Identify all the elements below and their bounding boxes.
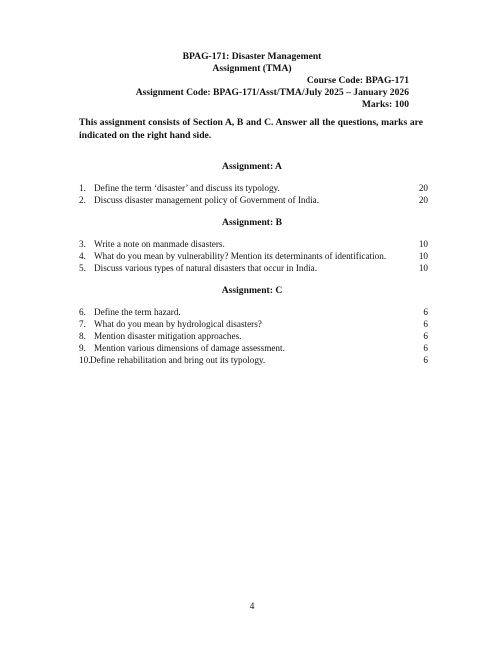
course-title: BPAG-171: Disaster Management	[182, 51, 322, 62]
question-row	[79, 262, 428, 274]
question-text: Define the term hazard.	[94, 307, 181, 317]
section-heading-a: Assignment: A	[222, 161, 282, 172]
question-marks: 6	[423, 319, 428, 329]
question-marks: 10	[418, 239, 428, 249]
question-marks: 10	[418, 263, 428, 273]
question-number: 6.	[79, 307, 86, 317]
question-row	[79, 318, 428, 330]
question-text: Discuss disaster management policy of Government of India.	[94, 195, 320, 205]
question-marks: 20	[418, 183, 428, 193]
section-heading-c: Assignment: C	[221, 285, 283, 296]
question-number: 2.	[79, 195, 86, 205]
question-number: 3.	[79, 239, 86, 249]
question-number: 1.	[79, 183, 86, 193]
question-text: Define rehabilitation and bring out its typology.	[90, 355, 266, 365]
question-row	[79, 182, 428, 194]
question-marks: 6	[423, 355, 428, 365]
question-row	[79, 194, 428, 206]
question-text: Discuss various types of natural disasters that occur in India.	[94, 263, 317, 273]
question-number: 8.	[79, 331, 86, 341]
question-number: 10.	[79, 355, 91, 365]
question-row	[79, 250, 428, 262]
instructions-paragraph: This assignment consists of Section A, B and C. Answer all the questions, marks are indicated on the right hand side.	[79, 117, 423, 141]
section-heading-b: Assignment: B	[222, 217, 282, 228]
question-text: Define the term ‘disaster’ and discuss its typology.	[94, 183, 280, 193]
question-number: 9.	[79, 343, 86, 353]
question-marks: 6	[423, 343, 428, 353]
question-row	[79, 342, 428, 354]
question-marks: 20	[418, 195, 428, 205]
question-marks: 10	[418, 251, 428, 261]
total-marks: Marks: 100	[361, 99, 409, 110]
assignment-subtitle: Assignment (TMA)	[212, 63, 292, 74]
question-text: Mention disaster mitigation approaches.	[94, 331, 242, 341]
question-row	[79, 238, 428, 250]
assignment-code: Assignment Code: BPAG-171/Asst/TMA/July 2025 – January 2026	[135, 87, 409, 98]
question-text: Write a note on manmade disasters.	[94, 239, 225, 249]
question-marks: 6	[423, 307, 428, 317]
question-number: 4.	[79, 251, 86, 261]
question-marks: 6	[423, 331, 428, 341]
question-row	[79, 330, 428, 342]
course-code: Course Code: BPAG-171	[306, 75, 409, 86]
question-text: What do you mean by hydrological disasters?	[94, 319, 262, 329]
question-row	[79, 354, 428, 366]
question-row	[79, 306, 428, 318]
page-number: 4	[249, 601, 255, 612]
question-text: What do you mean by vulnerability? Mention its determinants of identification.	[94, 251, 387, 261]
question-number: 5.	[79, 263, 86, 273]
question-text: Mention various dimensions of damage assessment.	[94, 343, 285, 353]
question-number: 7.	[79, 319, 86, 329]
